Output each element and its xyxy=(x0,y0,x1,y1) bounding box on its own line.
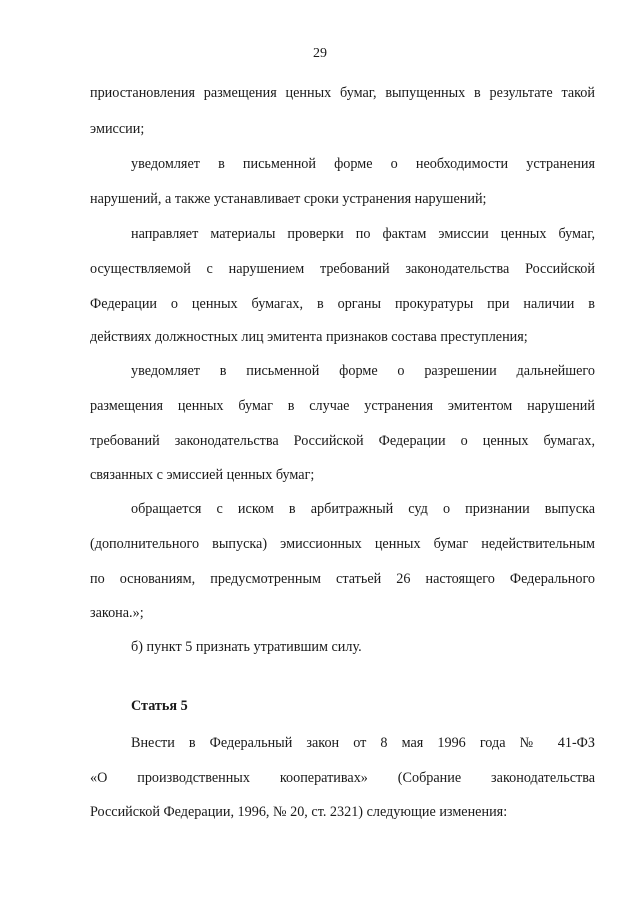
article-heading: Статья 5 xyxy=(131,698,188,714)
text-line: (дополнительного выпуска) эмиссионных ценных бумаг недействительным xyxy=(90,536,595,552)
text-line: осуществляемой с нарушением требований законодательства Российской xyxy=(90,261,595,277)
text-line: Внести в Федеральный закон от 8 мая 1996 года № 41-ФЗ xyxy=(131,735,595,751)
text-line: уведомляет в письменной форме о необходимости устранения xyxy=(131,156,595,172)
text-line: приостановления размещения ценных бумаг, выпущенных в результате такой xyxy=(90,85,595,101)
text-line: направляет материалы проверки по фактам эмиссии ценных бумаг, xyxy=(131,226,595,242)
text-line: Российской Федерации, 1996, № 20, ст. 2321) следующие изменения: xyxy=(90,804,508,820)
text-line: обращается с иском в арбитражный суд о признании выпуска xyxy=(131,501,595,517)
text-line: нарушений, а также устанавливает сроки устранения нарушений; xyxy=(90,191,487,207)
text-line: эмиссии; xyxy=(90,121,145,137)
text-line: Федерации о ценных бумагах, в органы прокуратуры при наличии в xyxy=(90,296,595,312)
text-line: «О производственных кооперативах» (Собрание законодательства xyxy=(90,770,595,786)
text-line: требований законодательства Российской Федерации о ценных бумагах, xyxy=(90,433,595,449)
text-line: связанных с эмиссией ценных бумаг; xyxy=(90,467,315,483)
text-line: уведомляет в письменной форме о разрешении дальнейшего xyxy=(131,363,595,379)
text-line: закона.»; xyxy=(90,605,144,621)
text-line: б) пункт 5 признать утратившим силу. xyxy=(131,639,362,655)
text-line: размещения ценных бумаг в случае устранения эмитентом нарушений xyxy=(90,398,595,414)
text-line: по основаниям, предусмотренным статьей 26 настоящего Федерального xyxy=(90,571,595,587)
text-line: действиях должностных лиц эмитента признаков состава преступления; xyxy=(90,329,528,345)
page-number: 29 xyxy=(313,46,327,61)
